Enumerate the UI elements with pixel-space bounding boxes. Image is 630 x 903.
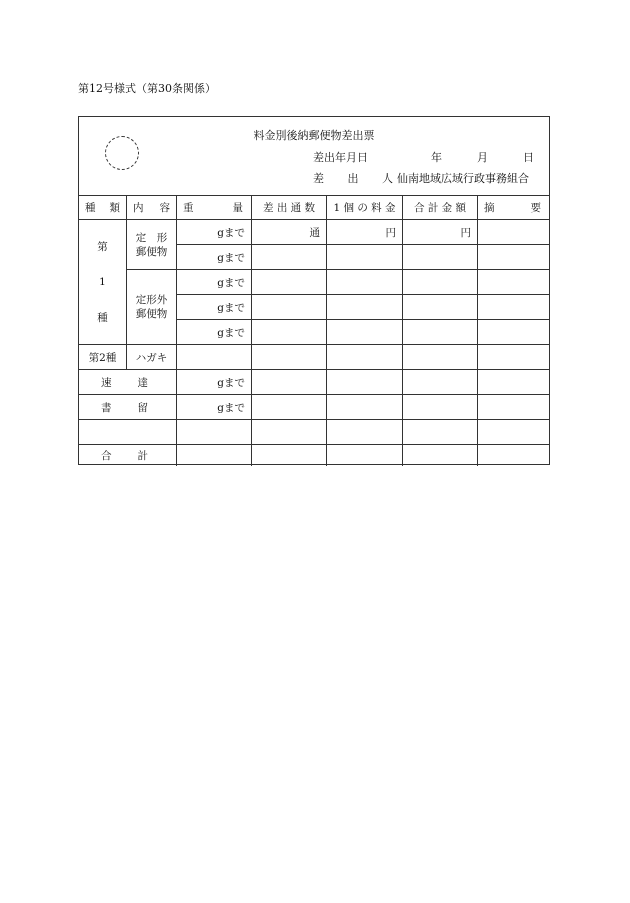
- sender-label: 差 出 人: [313, 172, 403, 185]
- nonstandard-mail-line2: 郵便物: [135, 308, 168, 320]
- standard-mail-line1: 定 形: [135, 231, 168, 244]
- registered-label: [79, 395, 177, 420]
- count-cell[interactable]: [252, 320, 327, 345]
- header-weight-char1: 重: [183, 201, 194, 214]
- remarks-cell[interactable]: [478, 220, 549, 245]
- weight-total-cell[interactable]: [177, 445, 252, 466]
- weight-cell[interactable]: gまで: [177, 395, 252, 420]
- weight-cell[interactable]: [177, 345, 252, 370]
- count-cell[interactable]: [252, 395, 327, 420]
- postal-dispatch-form: [78, 116, 550, 465]
- registered-char1: 書: [101, 401, 112, 414]
- registered-char2: 留: [137, 401, 148, 414]
- remarks-cell[interactable]: [478, 345, 549, 370]
- header-remarks: [478, 195, 549, 220]
- header-count: 差 出 通 数: [252, 195, 327, 220]
- form-title: 料金別後納郵便物差出票: [253, 129, 375, 142]
- form-number: 第12号様式（第30条関係）: [78, 82, 216, 95]
- remarks-cell[interactable]: [478, 420, 549, 445]
- total-amount-cell[interactable]: [403, 395, 478, 420]
- total-char2: 計: [137, 450, 148, 462]
- kind2-label: 第2種: [79, 345, 127, 370]
- unit-price-cell[interactable]: [327, 245, 403, 270]
- header-unit-price: 1 個 の 料 金: [327, 195, 403, 220]
- weight-cell[interactable]: gまで: [177, 220, 252, 245]
- kind1-char2: 1: [99, 276, 106, 288]
- standard-mail-line2: 郵便物: [135, 245, 168, 258]
- month-unit: 月: [477, 151, 488, 164]
- kind1-char1: 第: [97, 241, 108, 253]
- kind1-char3: 種: [97, 312, 108, 324]
- count-total-cell[interactable]: [252, 445, 327, 466]
- header-content: [127, 195, 177, 220]
- total-amount-cell[interactable]: [403, 320, 478, 345]
- unit-price-cell[interactable]: [327, 320, 403, 345]
- weight-cell[interactable]: gまで: [177, 245, 252, 270]
- remarks-cell[interactable]: [478, 245, 549, 270]
- remarks-cell[interactable]: [478, 295, 549, 320]
- header-kind-char1: 種: [85, 201, 96, 214]
- day-unit: 日: [523, 151, 534, 164]
- header-content-char1: 内: [133, 201, 144, 214]
- nonstandard-mail-label: [127, 270, 177, 345]
- remarks-cell[interactable]: [478, 270, 549, 295]
- header-total-amount: 合 計 金 額: [403, 195, 478, 220]
- header-weight: [177, 195, 252, 220]
- unit-price-cell[interactable]: [327, 270, 403, 295]
- form-header: [79, 117, 549, 196]
- weight-cell[interactable]: [177, 420, 252, 445]
- unit-price-cell[interactable]: [327, 345, 403, 370]
- express-char1: 速: [101, 376, 112, 389]
- total-amount-cell[interactable]: [403, 245, 478, 270]
- remarks-cell[interactable]: [478, 320, 549, 345]
- remarks-cell[interactable]: [478, 395, 549, 420]
- remarks-total-cell[interactable]: [478, 445, 549, 466]
- postcard-label: ハガキ: [127, 345, 177, 370]
- total-amount-cell[interactable]: 円: [403, 220, 478, 245]
- blank-item-cell[interactable]: [79, 420, 177, 445]
- weight-cell[interactable]: gまで: [177, 370, 252, 395]
- unit-price-cell[interactable]: [327, 370, 403, 395]
- header-content-char2: 容: [159, 201, 170, 214]
- count-cell[interactable]: [252, 295, 327, 320]
- weight-cell[interactable]: gまで: [177, 320, 252, 345]
- weight-cell[interactable]: gまで: [177, 270, 252, 295]
- total-amount-cell[interactable]: [403, 345, 478, 370]
- unit-price-cell[interactable]: [327, 295, 403, 320]
- sender-name: 仙南地域広域行政事務組合: [397, 172, 529, 185]
- total-char1: 合: [101, 450, 112, 462]
- count-cell[interactable]: [252, 245, 327, 270]
- unit-price-cell[interactable]: 円: [327, 220, 403, 245]
- unit-price-total-cell[interactable]: [327, 445, 403, 466]
- total-amount-cell[interactable]: [403, 270, 478, 295]
- grand-total-cell[interactable]: [403, 445, 478, 466]
- count-cell[interactable]: [252, 420, 327, 445]
- total-amount-cell[interactable]: [403, 370, 478, 395]
- express-label: [79, 370, 177, 395]
- header-remarks-char2: 要: [530, 201, 541, 214]
- count-cell[interactable]: [252, 345, 327, 370]
- count-cell[interactable]: 通: [252, 220, 327, 245]
- kind1-label: [79, 220, 127, 345]
- express-char2: 達: [137, 376, 148, 389]
- count-cell[interactable]: [252, 370, 327, 395]
- header-weight-char2: 量: [232, 201, 243, 214]
- header-kind: [79, 195, 127, 220]
- total-amount-cell[interactable]: [403, 420, 478, 445]
- dispatch-date-label: 差出年月日: [313, 151, 368, 164]
- header-kind-char2: 類: [109, 201, 120, 214]
- remarks-cell[interactable]: [478, 370, 549, 395]
- unit-price-cell[interactable]: [327, 395, 403, 420]
- weight-cell[interactable]: gまで: [177, 295, 252, 320]
- total-label: [79, 445, 177, 466]
- year-unit: 年: [431, 151, 442, 164]
- header-remarks-char1: 摘: [484, 201, 495, 214]
- nonstandard-mail-line1: 定形外: [135, 294, 168, 306]
- total-amount-cell[interactable]: [403, 295, 478, 320]
- standard-mail-label: [127, 220, 177, 270]
- unit-price-cell[interactable]: [327, 420, 403, 445]
- count-cell[interactable]: [252, 270, 327, 295]
